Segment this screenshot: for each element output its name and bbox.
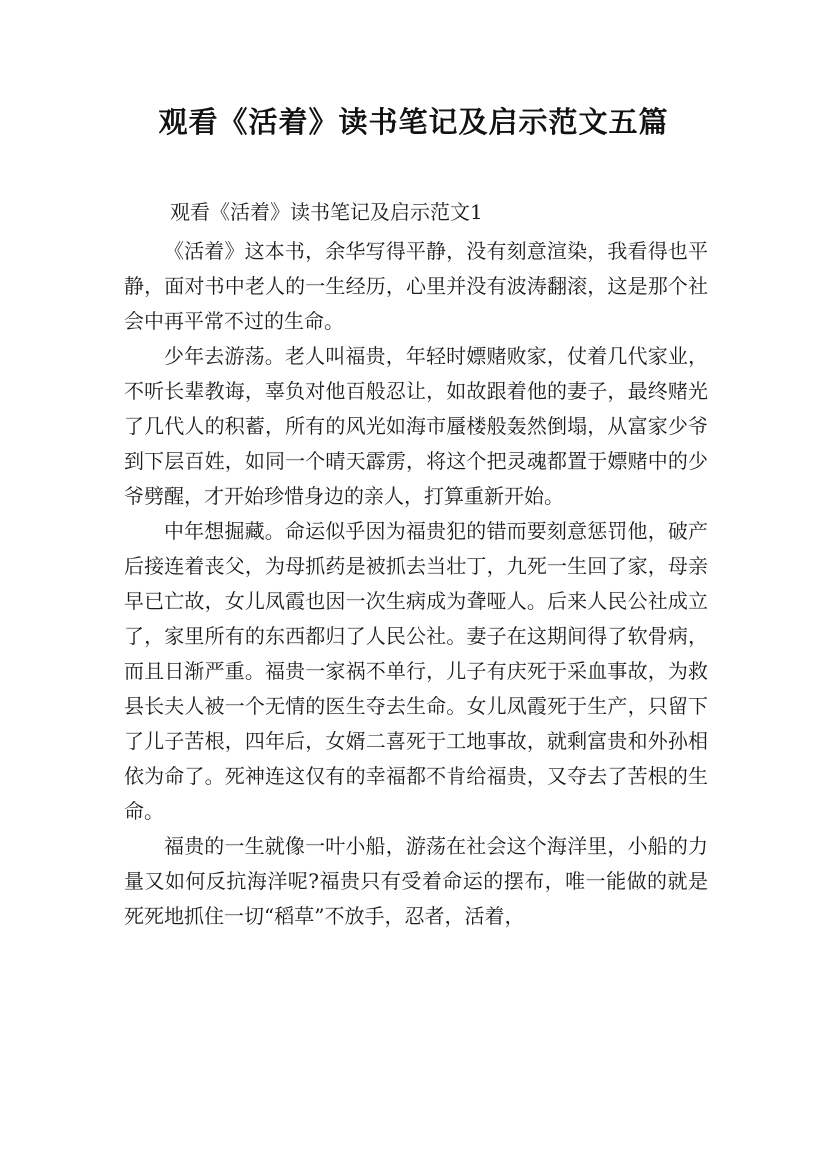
paragraph: 福贵的一生就像一叶小船，游荡在社会这个海洋里，小船的力量又如何反抗海洋呢?福贵只有受着命运的摆布，唯一能做的就是死死地抓住一切“稻草”不放手，忍者，活着， xyxy=(124,834,708,928)
document-title: 观看《活着》读书笔记及启示范文五篇 xyxy=(158,105,669,139)
section-heading: 观看《活着》读书笔记及启示范文1 xyxy=(170,200,483,224)
body-text xyxy=(124,234,708,934)
paragraph: 《活着》这本书，余华写得平静，没有刻意渲染，我看得也平静，面对书中老人的一生经历，心里并没有波涛翻滚，这是那个社会中再平常不过的生命。 xyxy=(124,239,708,333)
paragraph: 中年想掘藏。命运似乎因为福贵犯的错而要刻意惩罚他，破产后接连着丧父，为母抓药是被抓去当壮丁，九死一生回了家，母亲早已亡故，女儿凤霞也因一次生病成为聋哑人。后来人民公社成立了，家里所有的东西都归了人民公社。妻子在这期间得了软骨病，而且日渐严重。福贵一家祸不单行，儿子有庆死于采血事故，为救县长夫人被一个无情的医生夺去生命。女儿凤霞死于生产，只留下了儿子苦根，四年后，女婿二喜死于工地事故，就剩富贵和外孙相依为命了。死神连这仅有的幸福都不肯给福贵，又夺去了苦根的生命。 xyxy=(124,519,708,823)
paragraph: 少年去游荡。老人叫福贵，年轻时嫖赌败家，仗着几代家业，不听长辈教诲，辜负对他百般忍让，如故跟着他的妻子，最终赌光了几代人的积蓄，所有的风光如海市蜃楼般轰然倒塌，从富家少爷到下层百姓，如同一个晴天霹雳，将这个把灵魂都置于嫖赌中的少爷劈醒，才开始珍惜身边的亲人，打算重新开始。 xyxy=(124,344,708,508)
